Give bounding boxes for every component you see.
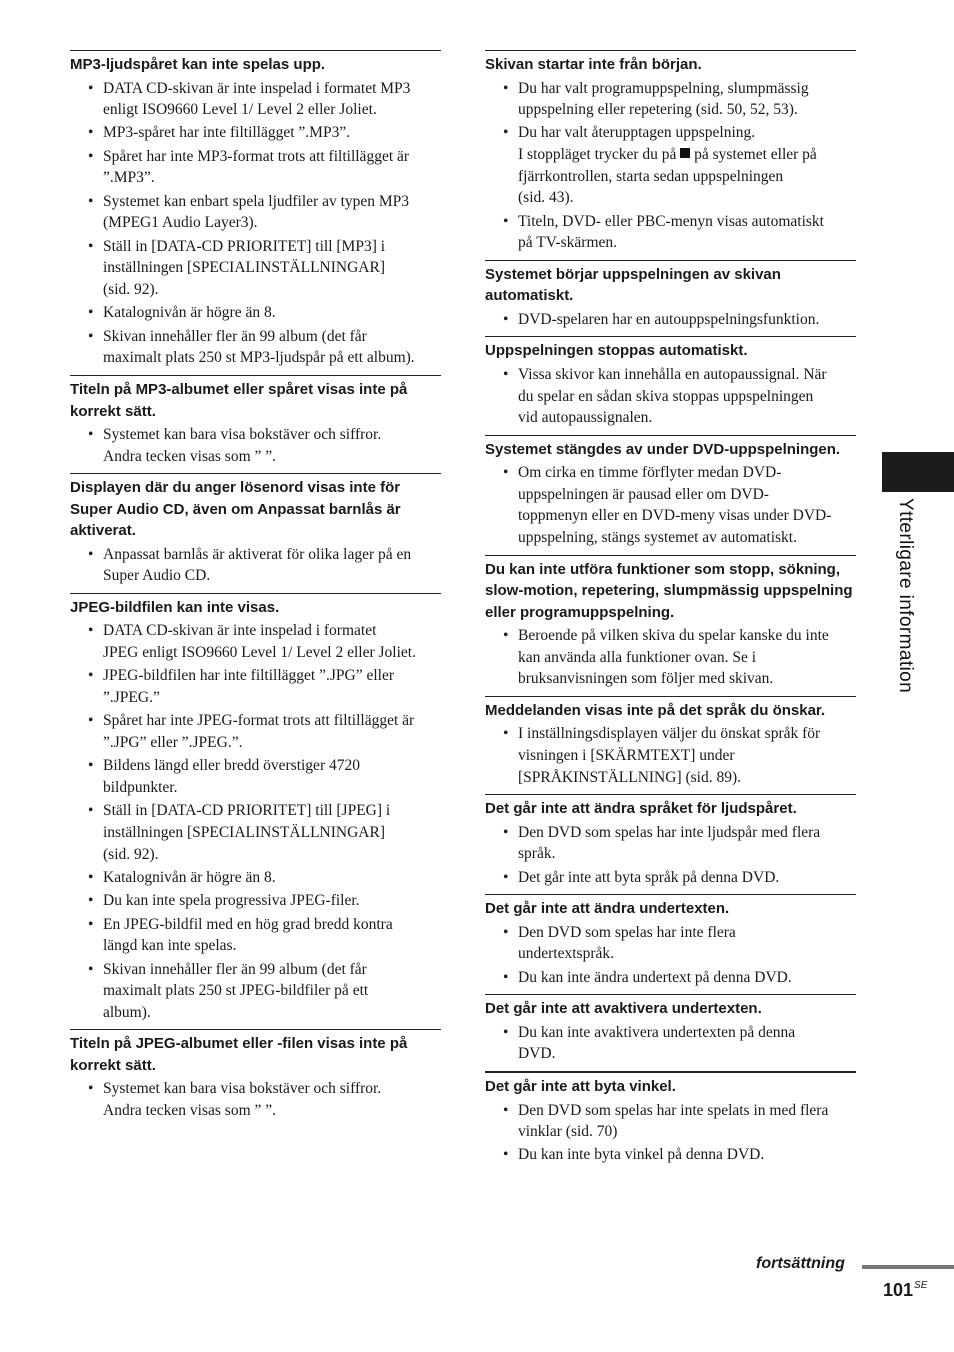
section-subtitle-off	[485, 994, 856, 1065]
section-heading: Det går inte att byta vinkel.	[485, 1078, 676, 1095]
section-heading: Displayen där du anger lösenord visas inte för Super Audio CD, även om Anpassat barnlås är aktiverat.	[70, 479, 401, 540]
list-item: • Titeln, DVD- eller PBC-menyn visas automatiskt på TV-skärmen.	[485, 211, 856, 254]
section-auto-stop	[485, 336, 856, 428]
section-functions-unavailable	[485, 555, 856, 690]
list-item: • Du har valt programuppspelning, slumpmässig uppspelning eller repetering (sid. 50, 52, 53).	[485, 78, 856, 121]
section-message-language	[485, 696, 856, 788]
list-item: • MP3-spåret har inte filtillägget ”.MP3”.	[70, 122, 441, 144]
stop-instruction: I stoppläget trycker du på på systemet eller på	[518, 146, 817, 164]
section-mp3-not-playing	[70, 50, 441, 369]
section-tab-marker	[882, 452, 954, 492]
list-item: • JPEG-bildfilen har inte filtillägget ”.JPG” eller ”.JPEG.”	[70, 665, 441, 708]
list-item: • Det går inte att byta språk på denna DVD.	[485, 867, 856, 889]
list-item: • Systemet kan bara visa bokstäver och siffror. Andra tecken visas som ” ”.	[70, 1078, 441, 1121]
section-mp3-title-display	[70, 375, 441, 467]
section-heading: Skivan startar inte från början.	[485, 56, 702, 73]
section-password-display	[70, 473, 441, 587]
list-item: • Systemet kan bara visa bokstäver och siffror. Andra tecken visas som ” ”.	[70, 424, 441, 467]
list-item: • Skivan innehåller fler än 99 album (det får maximalt plats 250 st JPEG-bildfiler på ett album).	[70, 959, 441, 1024]
list-item: • Om cirka en timme förflyter medan DVD- uppspelningen är pausad eller om DVD- toppmenyn eller en DVD-meny visas under DVD- uppspelning, stängs systemet av automatiskt.	[485, 462, 856, 548]
continued-rule	[862, 1265, 954, 1269]
section-heading: Systemet börjar uppspelningen av skivan automatiskt.	[485, 265, 781, 305]
page-number-suffix: SE	[914, 1280, 928, 1291]
list-item: • DATA CD-skivan är inte inspelad i formatet JPEG enligt ISO9660 Level 1/ Level 2 eller Joliet.	[70, 620, 441, 663]
list-item: • Katalognivån är högre än 8.	[70, 867, 441, 889]
left-column	[70, 50, 441, 1128]
section-disc-not-start	[485, 50, 856, 254]
section-heading: Det går inte att avaktivera undertexten.	[485, 1000, 762, 1018]
section-heading: Systemet stängdes av under DVD-uppspelningen.	[485, 440, 841, 458]
list-item: • Ställ in [DATA-CD PRIORITET] till [JPEG] i inställningen [SPECIALINSTÄLLNINGAR] (sid. 92).	[70, 800, 441, 865]
list-item: • Du kan inte spela progressiva JPEG-filer.	[70, 890, 441, 912]
right-column	[485, 50, 856, 1172]
list-item: • Systemet kan enbart spela ljudfiler av typen MP3 (MPEG1 Audio Layer3).	[70, 191, 441, 234]
section-jpeg-title-display	[70, 1029, 441, 1121]
list-item: • Spåret har inte JPEG-format trots att filtillägget är ”.JPG” eller ”.JPEG.”.	[70, 710, 441, 753]
list-item: • Bildens längd eller bredd överstiger 4720 bildpunkter.	[70, 755, 441, 798]
list-item: • Du kan inte avaktivera undertexten på denna DVD.	[485, 1022, 856, 1065]
list-item: • Spåret har inte MP3-format trots att filtillägget är ”.MP3”.	[70, 146, 441, 189]
section-auto-start	[485, 260, 856, 331]
section-heading: Titeln på JPEG-albumet eller -filen visas inte på korrekt sätt.	[70, 1035, 408, 1074]
list-item: • Vissa skivor kan innehålla en autopaussignal. När du spelar en sådan skiva stoppas uppspelningen vid autopaussignalen.	[485, 364, 856, 429]
section-side-label: Ytterligare information	[895, 498, 916, 694]
section-jpeg-not-shown	[70, 593, 441, 1024]
list-item: • Den DVD som spelas har inte spelats in med flera vinklar (sid. 70)	[485, 1100, 856, 1143]
list-item: • I inställningsdisplayen väljer du önskat språk för visningen i [SKÄRMTEXT] under [SPRÅKINSTÄLLNING] (sid. 89).	[485, 723, 856, 788]
section-audio-language	[485, 794, 856, 888]
list-item: • Du kan inte byta vinkel på denna DVD.	[485, 1144, 856, 1166]
section-system-off	[485, 435, 856, 549]
continued-label: fortsättning	[756, 1255, 845, 1272]
list-item: • Katalognivån är högre än 8.	[70, 302, 441, 324]
list-item: • Den DVD som spelas har inte flera undertextspråk.	[485, 922, 856, 965]
list-item: • Beroende på vilken skiva du spelar kanske du inte kan använda alla funktioner ovan. Se i bruksanvisningen som följer med skivan.	[485, 625, 856, 690]
list-item: • DVD-spelaren har en autouppspelningsfunktion.	[485, 309, 856, 331]
list-item: • Du har valt återupptagen uppspelning. I stoppläget trycker du på på systemet eller på fjärrkontrollen, starta sedan uppspelningen (sid. 43).	[485, 122, 856, 208]
section-heading: Uppspelningen stoppas automatiskt.	[485, 342, 748, 360]
page-number	[883, 1280, 927, 1301]
list-item: • Skivan innehåller fler än 99 album (det får maximalt plats 250 st MP3-ljudspår på ett album).	[70, 326, 441, 369]
section-heading: JPEG-bildfilen kan inte visas.	[70, 598, 280, 616]
section-heading: Det går inte att ändra språket för ljudspåret.	[485, 800, 797, 818]
stop-icon	[680, 148, 690, 158]
section-subtitle-change	[485, 894, 856, 988]
section-heading: Du kan inte utföra funktioner som stopp, sökning, slow-motion, repetering, slumpmässig uppspelning eller programuppspelning.	[485, 560, 853, 621]
section-heading: Titeln på MP3-albumet eller spåret visas inte på korrekt sätt.	[70, 381, 408, 420]
list-item: • Den DVD som spelas har inte ljudspår med flera språk.	[485, 822, 856, 865]
section-heading: Meddelanden visas inte på det språk du önskar.	[485, 701, 826, 719]
list-item: • DATA CD-skivan är inte inspelad i formatet MP3 enligt ISO9660 Level 1/ Level 2 eller Joliet.	[70, 78, 441, 121]
page-number-value: 101	[883, 1280, 914, 1300]
list-item: • Anpassat barnlås är aktiverat för olika lager på en Super Audio CD.	[70, 544, 441, 587]
list-item: • En JPEG-bildfil med en hög grad bredd kontra längd kan inte spelas.	[70, 914, 441, 957]
list-item: • Ställ in [DATA-CD PRIORITET] till [MP3] i inställningen [SPECIALINSTÄLLNINGAR] (sid. 92).	[70, 236, 441, 301]
section-heading: Det går inte att ändra undertexten.	[485, 900, 730, 918]
list-item: • Du kan inte ändra undertext på denna DVD.	[485, 967, 856, 989]
section-angle-change	[485, 1071, 856, 1166]
section-heading: MP3-ljudspåret kan inte spelas upp.	[70, 56, 326, 73]
